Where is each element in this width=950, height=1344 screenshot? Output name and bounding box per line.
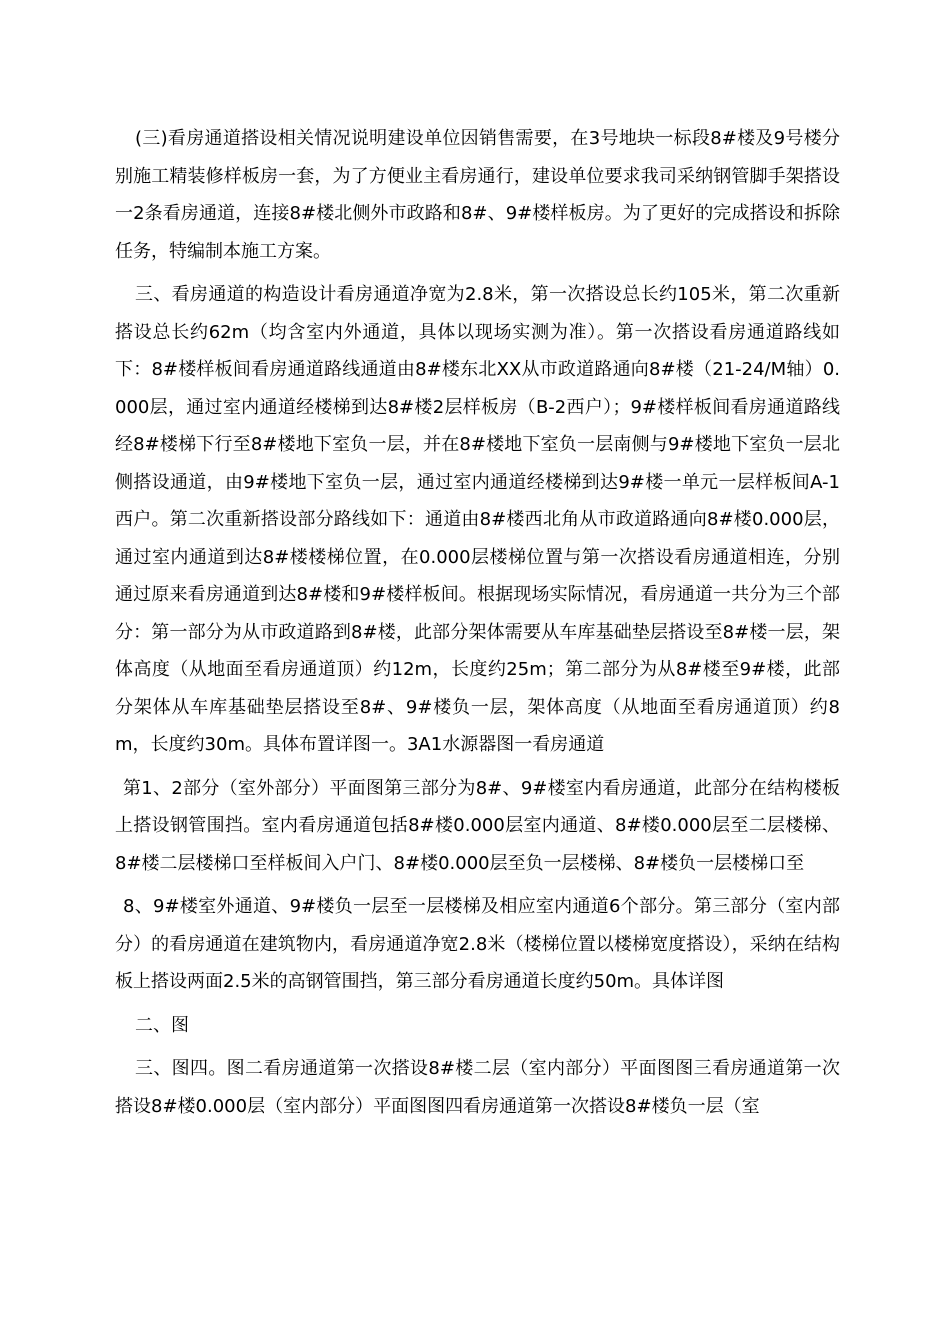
paragraph-section-two-figure: 二、图 [135,1014,189,1036]
paragraph-indoor-channel-details: 8、9#楼室外通道、9#楼负一层至一层楼梯及相应室内通道6个部分。第三部分（室内部分）的看房通道在建筑物内，看房通道净宽2.8米（楼梯位置以楼梯宽度搭设），采纳在结构板上搭设两面2.5米的高钢管围挡，第三部分看房通道长度约50m。具体详图 [115,896,840,992]
paragraph-section-three-figure-four: 三、图四。图二看房通道第一次搭设8#楼二层（室内部分）平面图图三看房通道第一次搭设8#楼0.000层（室内部分）平面图图四看房通道第一次搭设8#楼负一层（室 [115,1058,840,1117]
paragraph-structural-design: 三、看房通道的构造设计看房通道净宽为2.8米，第一次搭设总长约105米，第二次重新搭设总长约62m（均含室内外通道，具体以现场实测为准）。第一次搭设看房通道路线如下：8#楼样板间看房通道路线通道由8#楼东北XX从市政道路通向8#楼（21-24/M轴）0.000层，通过室内通道经楼梯到达8#楼2层样板房（B-2西户）；9#楼样板间看房通道路线经8#楼梯下行至8#楼地下室负一层，并在8#楼地下室负一层南侧与9#楼地下室负一层北侧搭设通道，由9#楼地下室负一层，通过室内通道经楼梯到达9#楼一单元一层样板间A-1西户。第二次重新搭设部分路线如下：通道由8#楼西北角从市政道路通向8#楼0.000层，通过室内通道到达8#楼楼梯位置，在0.000层楼梯位置与第一次搭设看房通道相连，分别通过原来看房通道到达8#楼和9#楼样板间。根据现场实际情况，看房通道一共分为三个部分：第一部分为从市政道路到8#楼，此部分架体需要从车库基础垫层搭设至8#楼一层，架体高度（从地面至看房通道顶）约12m，长度约25m；第二部分为从8#楼至9#楼，此部分架体从车库基础垫层搭设至8#、9#楼负一层，架体高度（从地面至看房通道顶）约8m，长度约30m。具体布置详图一。3A1水源器图一看房通道 [115,284,840,755]
document-body [115,120,840,1131]
paragraph-viewing-channel-overview: (三)看房通道搭设相关情况说明建设单位因销售需要，在3号地块一标段8#楼及9号楼分别施工精装修样板房一套，为了方便业主看房通行，建设单位要求我司采纳钢管脚手架搭设一2条看房通道，连接8#楼北侧外市政路和8#、9#楼样板房。为了更好的完成搭设和拆除任务，特编制本施工方案。 [115,128,840,262]
paragraph-part-three-indoor: 第1、2部分（室外部分）平面图第三部分为8#、9#楼室内看房通道，此部分在结构楼板上搭设钢管围挡。室内看房通道包括8#楼0.000层室内通道、8#楼0.000层至二层楼梯、8#楼二层楼梯口至样板间入户门、8#楼0.000层至负一层楼梯、8#楼负一层楼梯口至 [115,777,840,874]
